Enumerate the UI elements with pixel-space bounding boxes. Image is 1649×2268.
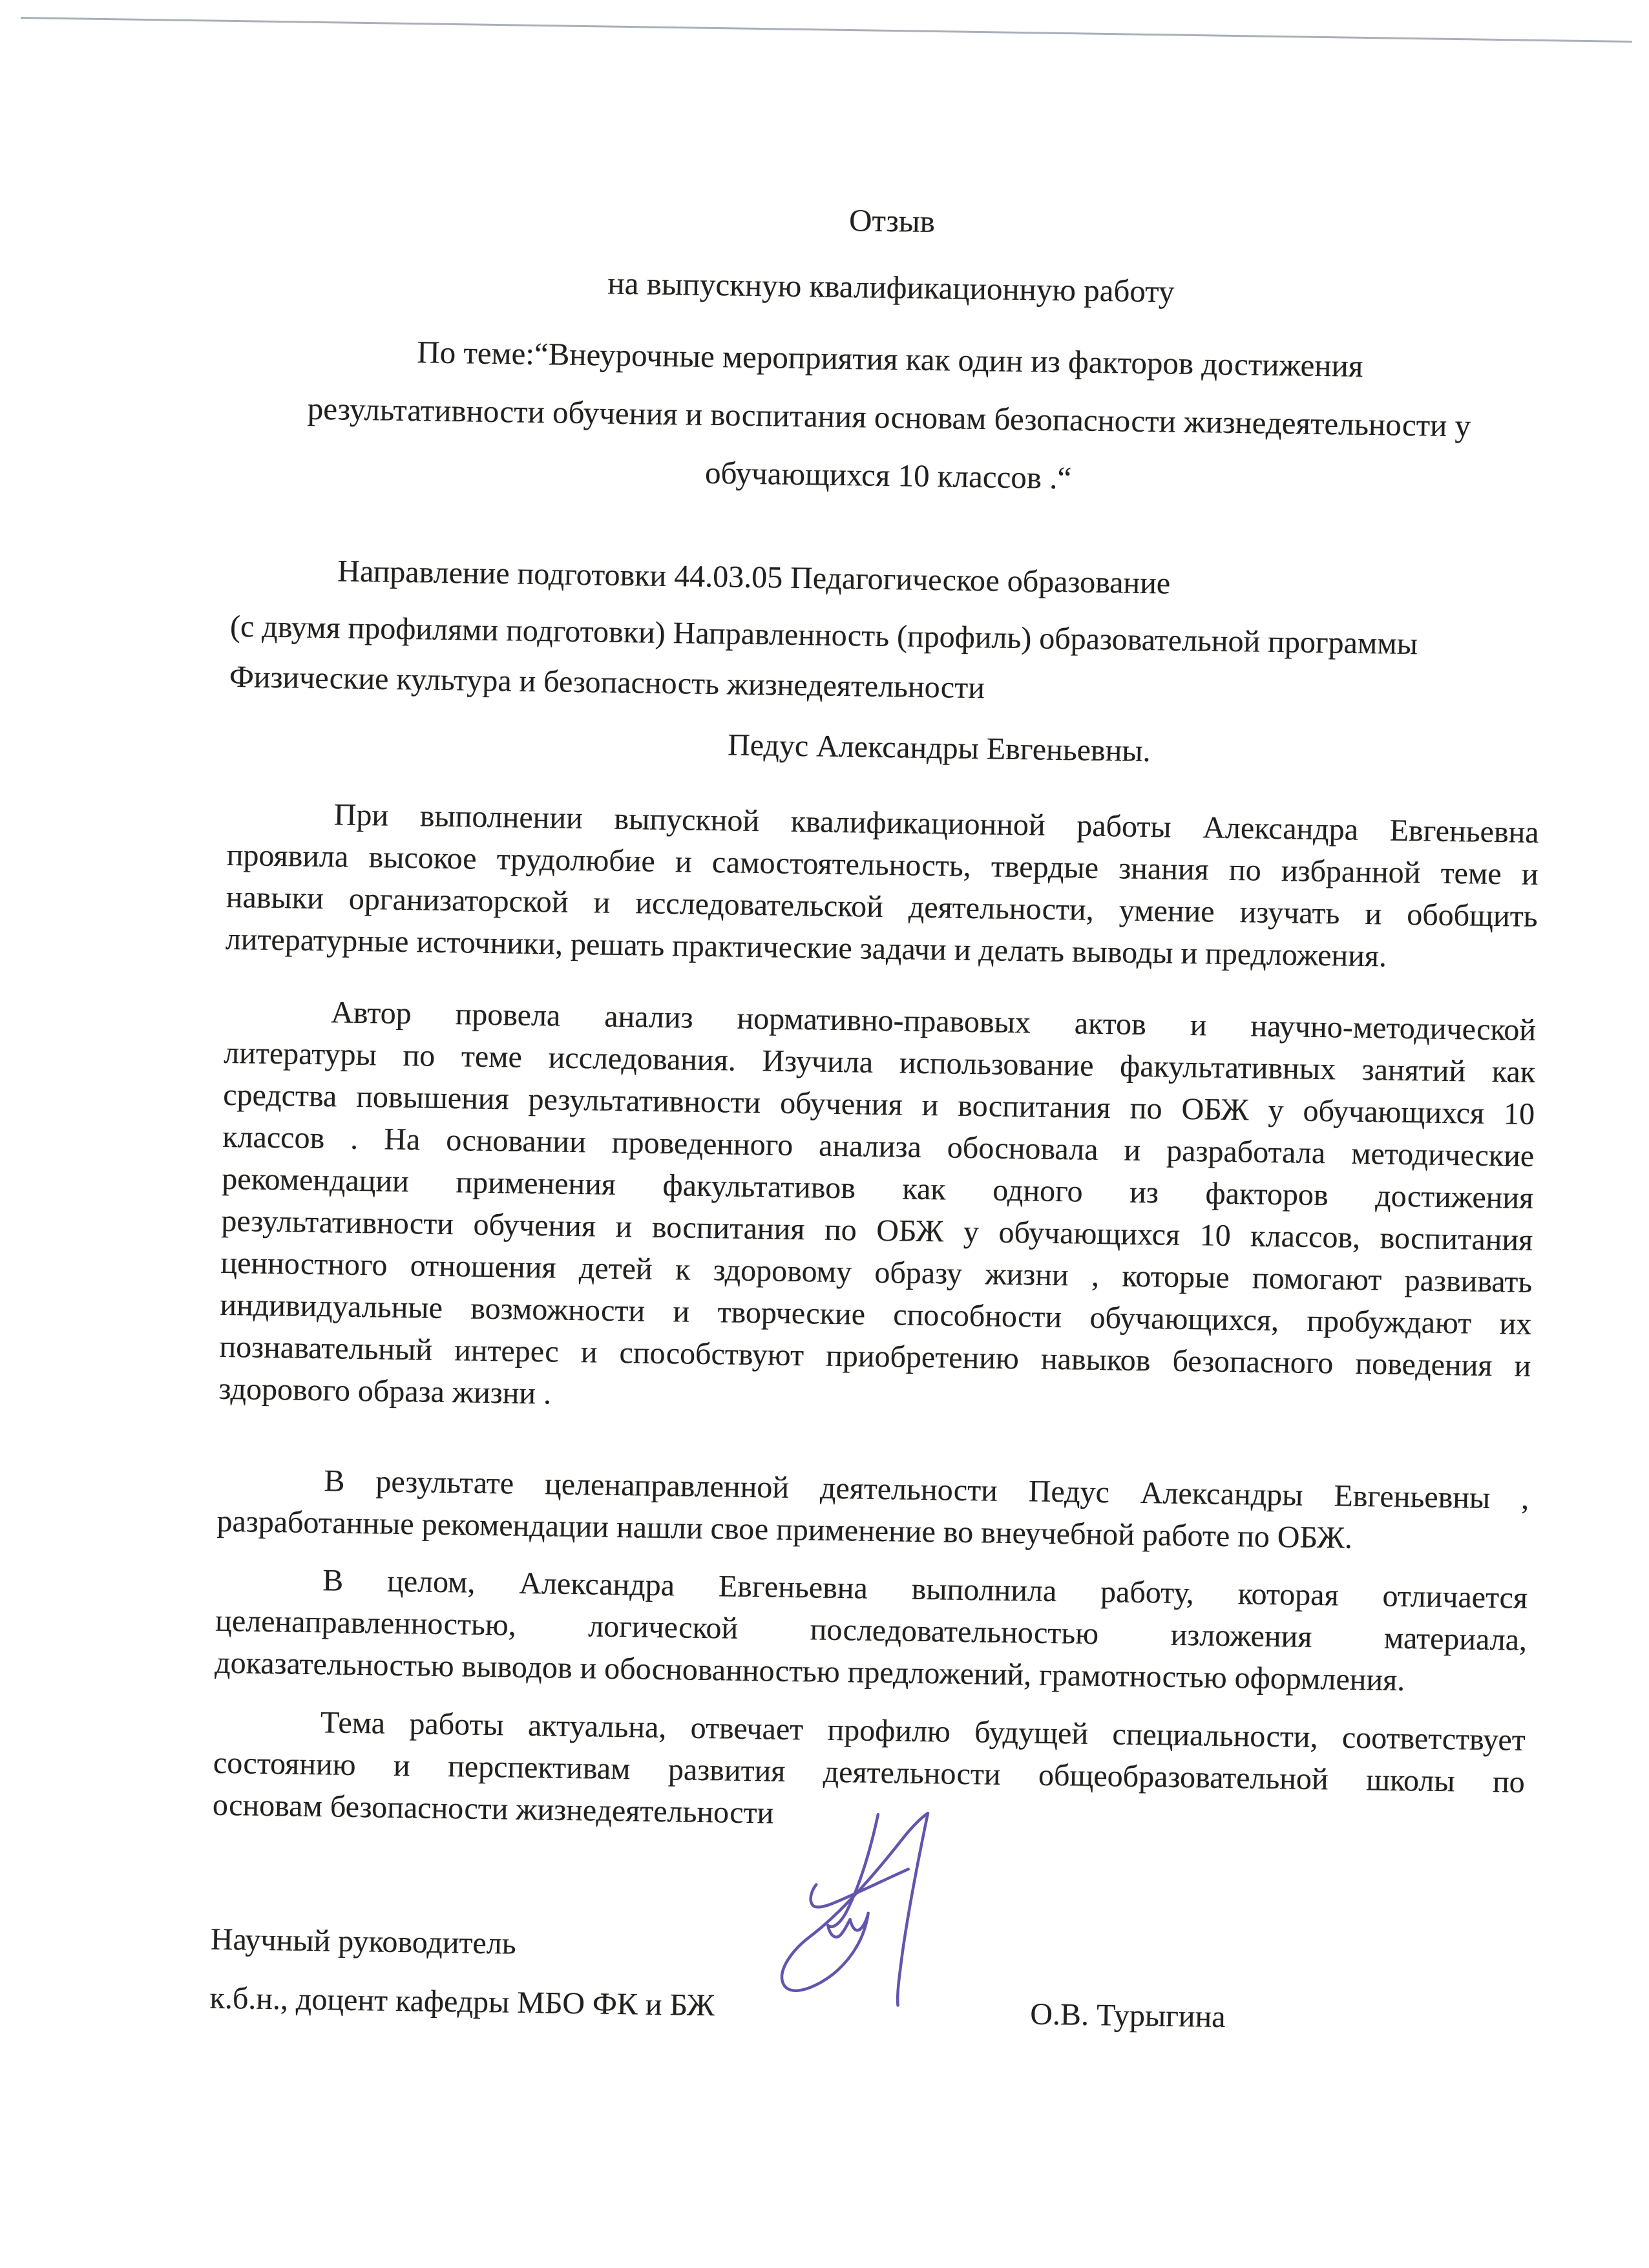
paragraph xyxy=(215,1558,1528,1703)
document-title: Отзыв xyxy=(848,202,936,240)
paragraph-line: В целом, Александра Евгеньевна выполнила работу, которая отличается xyxy=(322,1563,1528,1615)
paragraph xyxy=(225,792,1539,980)
paragraph-line: доказательностью выводов и обоснованностью предложений, грамотностью оформления. xyxy=(214,1645,1405,1698)
thesis-topic-line: результативности обучения и воспитания основам безопасности жизнедеятельности у xyxy=(307,390,1471,444)
paragraph-line: навыки организаторской и исследовательской деятельности, умение изучать и обобщить xyxy=(226,879,1539,934)
signature-degree: к.б.н., доцент кафедры МБО ФК и БЖ xyxy=(209,1980,715,2023)
program-info xyxy=(228,541,1543,778)
paragraph-line: индивидуальные возможности и творческие способности обучающихся, пробуждают их xyxy=(220,1287,1532,1341)
signature-strokes xyxy=(781,1811,928,2006)
paragraph-line: познавательный интерес и способствуют приобретению навыков безопасного поведения и xyxy=(219,1329,1531,1383)
program-profile: (с двумя профилями подготовки) Направленность (профиль) образовательной программы xyxy=(229,609,1418,662)
signature-role: Научный руководитель xyxy=(210,1922,517,1961)
paragraph-line: литературные источники, решать практические задачи и делать выводы и предложения. xyxy=(225,921,1387,974)
paragraph-line: основам безопасности жизнедеятельности xyxy=(212,1787,774,1831)
thesis-topic-line: По теме:“Внеурочные мероприятия как один из факторов достижения xyxy=(416,334,1363,384)
paragraph-line: рекомендации применения факультативов как одного из факторов достижения xyxy=(222,1161,1534,1215)
paragraph-line: Автор провела анализ нормативно-правовых актов и научно-методической xyxy=(330,995,1537,1047)
paragraph-line: разработанные рекомендации нашли свое применение во внеучебной работе по ОБЖ. xyxy=(216,1504,1353,1555)
program-direction: Направление подготовки 44.03.05 Педагогическое образование xyxy=(337,554,1171,601)
thesis-topic xyxy=(232,320,1546,514)
paragraph-line: целенаправленностью, логической последовательностью изложения материала, xyxy=(215,1603,1528,1657)
student-name: Педус Александры Евгеньевны. xyxy=(727,728,1151,769)
document-subtitle: на выпускную квалификационную работу xyxy=(607,265,1175,310)
paragraph-line: проявила высокое трудолюбие и самостоятельность, твердые знания по избранной теме и xyxy=(226,837,1539,892)
paragraph-line: ценностного отношения детей к здоровому образу жизни , которые помогают развивать xyxy=(220,1245,1533,1299)
paragraph-line: здорового образа жизни . xyxy=(218,1371,552,1411)
paragraph-line: средства повышения результативности обучения и воспитания по ОБЖ у обучающихся 10 xyxy=(222,1077,1535,1131)
paragraph xyxy=(216,1458,1529,1562)
signature-name: О.В. Турыгина xyxy=(1029,1997,1226,2035)
signature-ink xyxy=(772,1808,956,2017)
program-specialty: Физические культура и безопасность жизнедеятельности xyxy=(229,659,985,706)
paragraph-line: классов . На основании проведенного анализа обосновала и разработала методические xyxy=(222,1119,1535,1173)
paragraph xyxy=(218,990,1536,1429)
paragraph-line: В результате целенаправленной деятельности Педус Александры Евгеньевны , xyxy=(324,1464,1529,1516)
paragraph-line: Тема работы актуальна, отвечает профилю будущей специальности, соответствует xyxy=(320,1705,1526,1758)
document-content xyxy=(209,3,1551,2038)
paragraph-line: При выполнении выпускной квалификационной работы Александра Евгеньевна xyxy=(333,797,1539,850)
thesis-topic-line: обучающихся 10 классов .“ xyxy=(704,454,1072,496)
paragraph-line: литературы по теме исследования. Изучила использование факультативных занятий как xyxy=(223,1035,1536,1089)
paragraph-line: результативности обучения и воспитания по ОБЖ у обучающихся 10 классов, воспитания xyxy=(221,1203,1533,1257)
paragraph-line: состоянию и перспективам развития деятельности общеобразовательной школы по xyxy=(213,1745,1526,1800)
